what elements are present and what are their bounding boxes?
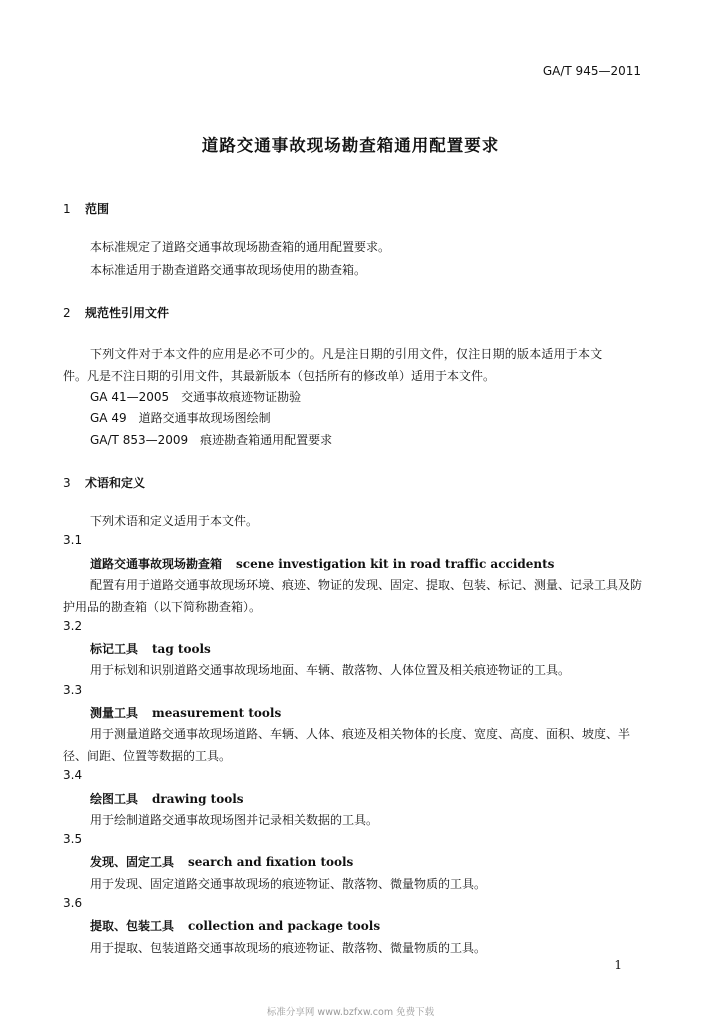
term-heading bbox=[90, 853, 353, 870]
reference-code: GA 49 bbox=[90, 411, 127, 425]
term-heading bbox=[90, 640, 211, 657]
term-chinese: 测量工具 bbox=[90, 706, 139, 720]
section-2-para-line-2: 件。凡是不注日期的引用文件，其最新版本（包括所有的修改单）适用于本文件。 bbox=[63, 369, 496, 383]
term-english: scene investigation kit in road traffic accidents bbox=[236, 557, 555, 571]
reference-title: 道路交通事故现场图绘制 bbox=[138, 411, 271, 425]
term-english: drawing tools bbox=[152, 792, 244, 806]
term-chinese: 绘图工具 bbox=[90, 792, 139, 806]
section-number: 3 bbox=[63, 476, 71, 490]
term-definition-line-1: 用于标划和识别道路交通事故现场地面、车辆、散落物、人体位置及相关痕迹物证的工具。 bbox=[90, 663, 571, 677]
section-title: 范围 bbox=[85, 202, 110, 216]
term-chinese: 提取、包装工具 bbox=[90, 919, 175, 933]
standard-code: GA/T 945—2011 bbox=[542, 64, 641, 78]
term-chinese: 道路交通事故现场勘查箱 bbox=[90, 557, 223, 571]
reference-item bbox=[90, 409, 271, 426]
term-heading bbox=[90, 790, 244, 807]
reference-item bbox=[90, 431, 332, 448]
term-english: tag tools bbox=[152, 642, 211, 656]
section-1-para-2: 本标准适用于勘查道路交通事故现场使用的勘查箱。 bbox=[90, 263, 367, 277]
section-number: 1 bbox=[63, 202, 71, 216]
term-english: search and fixation tools bbox=[188, 855, 354, 869]
term-heading bbox=[90, 704, 281, 721]
section-2-heading bbox=[63, 304, 169, 321]
term-chinese: 发现、固定工具 bbox=[90, 855, 175, 869]
reference-code: GA/T 853—2009 bbox=[90, 433, 189, 447]
term-chinese: 标记工具 bbox=[90, 642, 139, 656]
section-number: 2 bbox=[63, 306, 71, 320]
section-3-intro: 下列术语和定义适用于本文件。 bbox=[90, 514, 259, 528]
term-number: 3.5 bbox=[63, 832, 83, 846]
term-definition-line-1: 配置有用于道路交通事故现场环境、痕迹、物证的发现、固定、提取、包装、标记、测量、记录工具及防 bbox=[90, 578, 643, 592]
term-definition-line-1: 用于绘制道路交通事故现场图并记录相关数据的工具。 bbox=[90, 813, 379, 827]
term-definition-line-1: 用于提取、包装道路交通事故现场的痕迹物证、散落物、微量物质的工具。 bbox=[90, 941, 487, 955]
term-definition-line-1: 用于测量道路交通事故现场道路、车辆、人体、痕迹及相关物体的长度、宽度、高度、面积、坡度、半 bbox=[90, 727, 631, 741]
section-3-heading bbox=[63, 474, 145, 491]
reference-item bbox=[90, 388, 301, 405]
term-definition-line-2: 径、间距、位置等数据的工具。 bbox=[63, 749, 232, 763]
term-number: 3.3 bbox=[63, 683, 83, 697]
watermark-footer: 标准分享网 www.bzfxw.com 免费下载 bbox=[266, 1007, 435, 1018]
reference-title: 交通事故痕迹物证勘验 bbox=[181, 390, 302, 404]
reference-title: 痕迹勘查箱通用配置要求 bbox=[200, 433, 333, 447]
term-definition-line-2: 护用品的勘查箱（以下简称勘查箱）。 bbox=[63, 600, 262, 614]
section-1-para-1: 本标准规定了道路交通事故现场勘查箱的通用配置要求。 bbox=[90, 240, 391, 254]
reference-code: GA 41—2005 bbox=[90, 390, 170, 404]
term-heading bbox=[90, 555, 554, 572]
term-number: 3.4 bbox=[63, 768, 83, 782]
document-title: 道路交通事故现场勘查箱通用配置要求 bbox=[201, 136, 500, 155]
section-title: 规范性引用文件 bbox=[85, 306, 170, 320]
section-2-para-line-1: 下列文件对于本文件的应用是必不可少的。凡是注日期的引用文件，仅注日期的版本适用于本文 bbox=[90, 347, 603, 361]
term-number: 3.6 bbox=[63, 896, 83, 910]
term-english: collection and package tools bbox=[188, 919, 381, 933]
term-definition-line-1: 用于发现、固定道路交通事故现场的痕迹物证、散落物、微量物质的工具。 bbox=[90, 877, 487, 891]
section-1-heading bbox=[63, 200, 109, 217]
section-title: 术语和定义 bbox=[85, 476, 146, 490]
term-number: 3.2 bbox=[63, 619, 83, 633]
term-english: measurement tools bbox=[152, 706, 282, 720]
term-heading bbox=[90, 917, 380, 934]
page-number: 1 bbox=[614, 958, 622, 972]
term-number: 3.1 bbox=[63, 533, 83, 547]
